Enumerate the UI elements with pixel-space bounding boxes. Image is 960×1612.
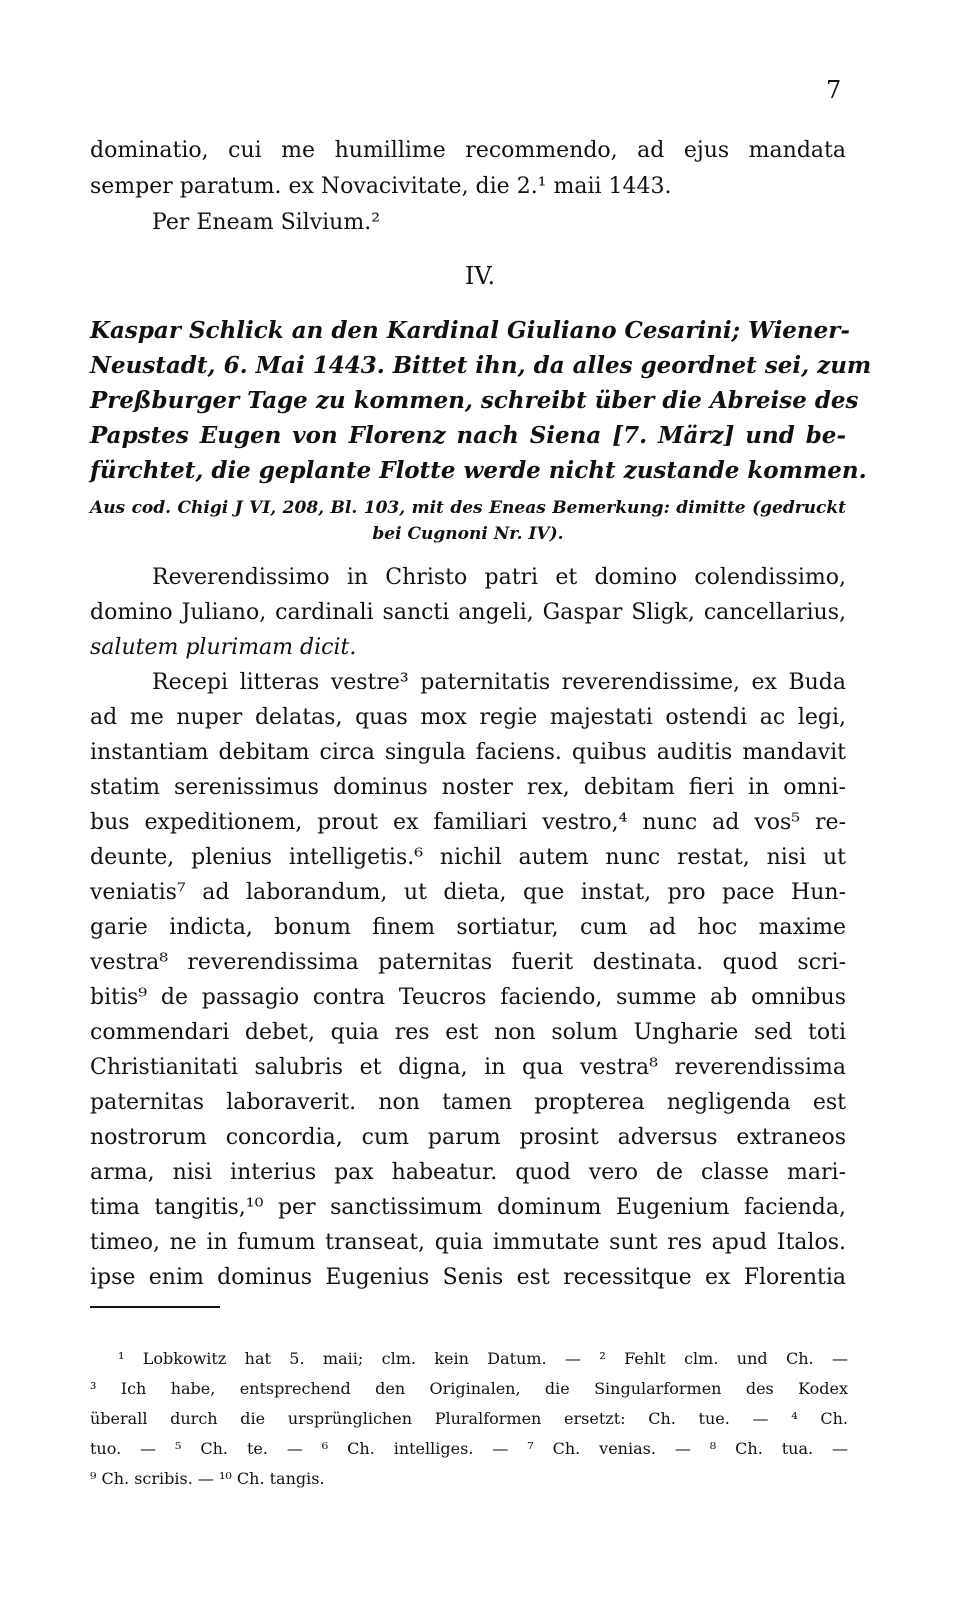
body-line: timeo, ne in fumum transeat, quia immutate sunt res apud Italos. xyxy=(90,1230,846,1255)
body-line: ipse enim dominus Eugenius Senis est recessitque ex Florentia xyxy=(90,1265,846,1290)
body-line: statim serenissimus dominus noster rex, debitam fieri in omni- xyxy=(90,775,846,800)
body-line: tima tangitis,¹⁰ per sanctissimum dominum Eugenium facienda, xyxy=(90,1195,846,1220)
body-line: ad me nuper delatas, quas mox regie majestati ostendi ac legi, xyxy=(90,705,846,730)
footnote-line: überall durch die ursprünglichen Pluralformen ersetzt: Ch. tue. — ⁴ Ch. xyxy=(90,1409,848,1428)
source-line: bei Cugnoni Nr. IV). xyxy=(372,524,564,544)
body-line: Per Eneam Silvium.² xyxy=(152,210,381,235)
footnote-line: tuo. — ⁵ Ch. te. — ⁶ Ch. intelliges. — ⁷ Ch. venias. — ⁸ Ch. tua. — xyxy=(90,1439,848,1458)
body-line: garie indicta, bonum finem sortiatur, cum ad hoc maxime xyxy=(90,915,846,940)
body-line: deunte, plenius intelligetis.⁶ nichil autem nunc restat, nisi ut xyxy=(90,845,846,870)
heading-line: Neustadt, 6. Mai 1443. Bittet ihn, da alles geordnet sei, zum xyxy=(90,352,872,379)
body-line: commendari debet, quia res est non solum Ungharie sed toti xyxy=(90,1020,846,1045)
section-numeral: IV. xyxy=(464,262,496,290)
heading-line: Kaspar Schlick an den Kardinal Giuliano Cesarini; Wiener- xyxy=(90,317,850,344)
body-line: instantiam debitam circa singula faciens. quibus auditis mandavit xyxy=(90,740,846,765)
body-line: salutem plurimam dicit. xyxy=(90,635,357,660)
footnote-rule xyxy=(90,1306,220,1308)
body-line: nostrorum concordia, cum parum prosint adversus extraneos xyxy=(90,1125,846,1150)
footnote-line: ⁹ Ch. scribis. — ¹⁰ Ch. tangis. xyxy=(90,1469,325,1488)
body-line: arma, nisi interius pax habeatur. quod vero de classe mari- xyxy=(90,1160,846,1185)
body-line: Recepi litteras vestre³ paternitatis reverendissime, ex Buda xyxy=(152,670,846,695)
footnote-line: ¹ Lobkowitz hat 5. maii; clm. kein Datum. — ² Fehlt clm. und Ch. — xyxy=(118,1349,848,1368)
body-line: dominatio, cui me humillime recommendo, ad ejus mandata xyxy=(90,138,846,163)
body-line: bitis⁹ de passagio contra Teucros faciendo, summe ab omnibus xyxy=(90,985,846,1010)
source-line: Aus cod. Chigi J VI, 208, Bl. 103, mit des Eneas Bemerkung: dimitte (gedruckt xyxy=(90,498,846,518)
body-line: vestra⁸ reverendissima paternitas fuerit destinata. quod scri- xyxy=(90,950,846,975)
body-line: bus expeditionem, prout ex familiari vestro,⁴ nunc ad vos⁵ re- xyxy=(90,810,846,835)
footnote-line: ³ Ich habe, entsprechend den Originalen, die Singularformen des Kodex xyxy=(90,1379,848,1398)
body-line: paternitas laboraverit. non tamen propterea negligenda est xyxy=(90,1090,846,1115)
heading-line: fürchtet, die geplante Flotte werde nicht zustande kommen. xyxy=(90,457,867,484)
page-number: 7 xyxy=(826,76,842,104)
body-line: semper paratum. ex Novacivitate, die 2.¹ maii 1443. xyxy=(90,174,672,199)
body-line: Reverendissimo in Christo patri et domino colendissimo, xyxy=(152,565,846,590)
body-line: veniatis⁷ ad laborandum, ut dieta, que instat, pro pace Hun- xyxy=(90,880,846,905)
heading-line: Papstes Eugen von Florenz nach Siena [7. März] und be- xyxy=(90,422,846,449)
body-line: Christianitati salubris et digna, in qua vestra⁸ reverendissima xyxy=(90,1055,846,1080)
heading-line: Preßburger Tage zu kommen, schreibt über die Abreise des xyxy=(90,387,859,414)
body-line: domino Juliano, cardinali sancti angeli, Gaspar Sligk, cancellarius, xyxy=(90,600,846,625)
